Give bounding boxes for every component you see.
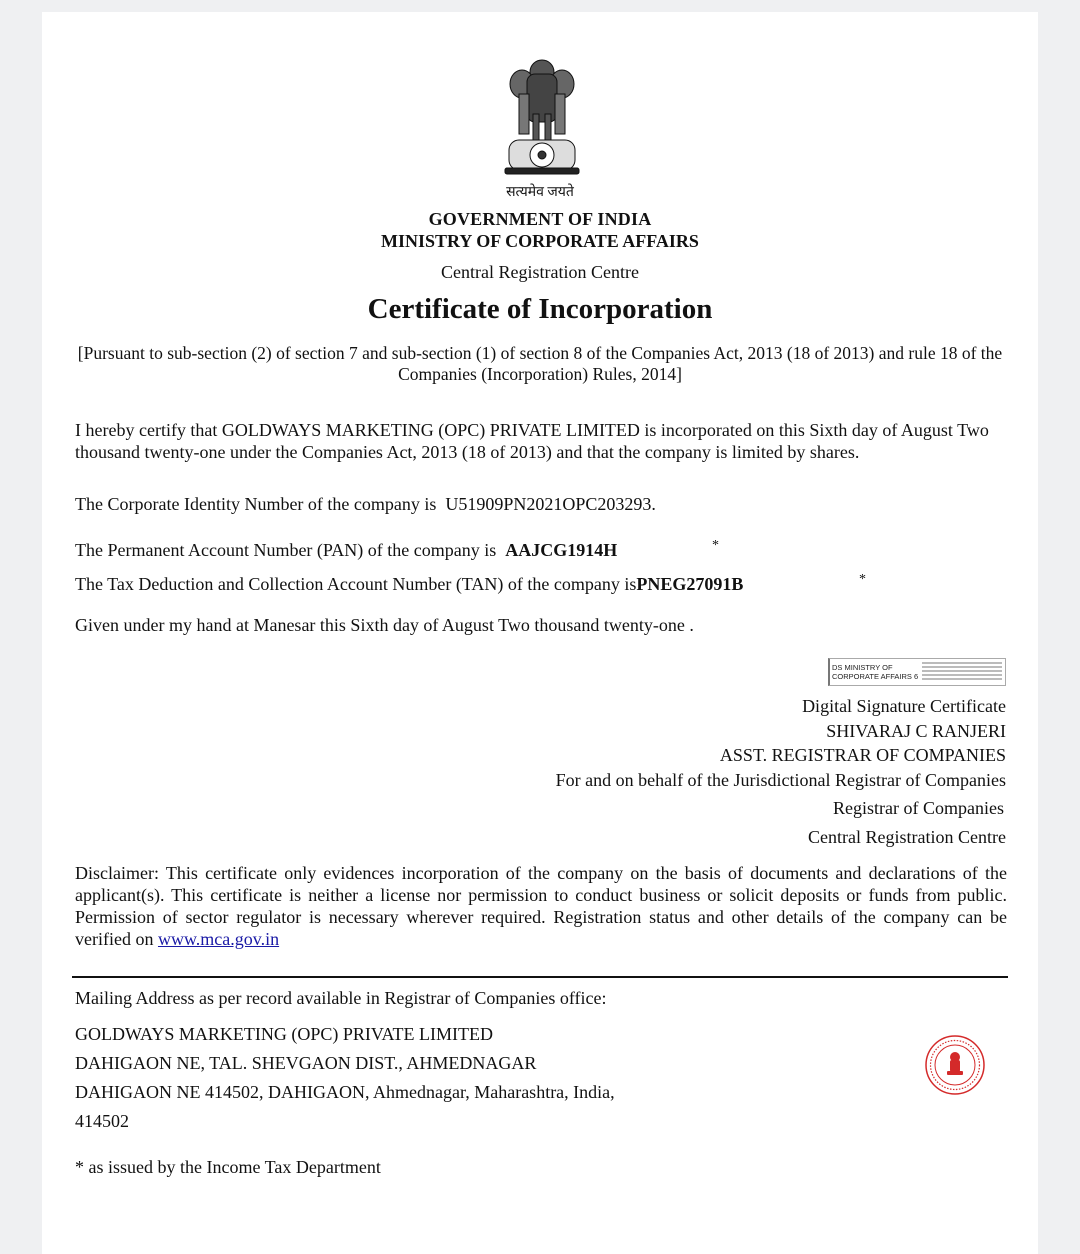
signature-fine-print xyxy=(922,662,1002,682)
cin-value: U51909PN2021OPC203293. xyxy=(445,494,656,514)
address-line: DAHIGAON NE, TAL. SHEVGAON DIST., AHMEDNAGAR xyxy=(75,1053,537,1073)
pan-asterisk: * xyxy=(712,538,719,553)
address-line: DAHIGAON NE 414502, DAHIGAON, Ahmednagar, Maharashtra, India, xyxy=(75,1082,615,1102)
pursuant-clause: [Pursuant to sub-section (2) of section 7 and sub-section (1) of section 8 of the Companies Act, 2013 (18 of 2013) and rule 18 of the Companies (Incorporation) Rules, 2014] xyxy=(77,343,1003,384)
roc-seal-icon xyxy=(924,1034,986,1096)
pan-label: The Permanent Account Number (PAN) of the company is xyxy=(75,540,497,560)
footnote: * as issued by the Income Tax Department xyxy=(75,1157,381,1177)
digital-signature-label: Digital Signature Certificate xyxy=(802,696,1006,716)
registrar-line: Registrar of Companies xyxy=(833,798,1004,818)
cin-line xyxy=(75,493,1007,515)
pan-value: AAJCG1914H xyxy=(505,540,618,560)
pan-line xyxy=(75,539,1007,561)
tan-value: PNEG27091B xyxy=(636,574,744,594)
signature-centre: Central Registration Centre xyxy=(808,827,1006,847)
signature-stamp-label: DS MINISTRY OF CORPORATE AFFAIRS 6 xyxy=(832,663,919,681)
tan-label: The Tax Deduction and Collection Account Number (TAN) of the company is xyxy=(75,574,637,594)
tan-asterisk: * xyxy=(859,572,866,587)
given-statement: Given under my hand at Manesar this Sixth day of August Two thousand twenty-one . xyxy=(75,615,694,635)
tan-line xyxy=(75,573,1007,595)
government-heading: GOVERNMENT OF INDIA xyxy=(428,209,652,229)
disclaimer xyxy=(75,862,1007,950)
mailing-address-heading: Mailing Address as per record available in Registrar of Companies office: xyxy=(75,988,607,1008)
certificate-title: Certificate of Incorporation xyxy=(367,293,713,325)
registration-centre: Central Registration Centre xyxy=(441,262,639,282)
national-emblem-icon xyxy=(497,54,587,194)
ministry-heading: MINISTRY OF CORPORATE AFFAIRS xyxy=(381,231,699,251)
address-line: GOLDWAYS MARKETING (OPC) PRIVATE LIMITED xyxy=(75,1024,493,1044)
certificate-page xyxy=(42,12,1038,1254)
mca-website-link[interactable]: www.mca.gov.in xyxy=(157,929,280,949)
on-behalf-line: For and on behalf of the Jurisdictional Registrar of Companies xyxy=(555,770,1006,790)
national-motto: सत्यमेव जयते xyxy=(506,185,574,200)
cin-label: The Corporate Identity Number of the company is xyxy=(75,494,437,514)
section-divider xyxy=(72,976,1008,978)
digital-signature-stamp[interactable] xyxy=(828,658,1006,686)
certification-statement: I hereby certify that GOLDWAYS MARKETING (OPC) PRIVATE LIMITED is incorporated on this Sixth day of August Two thousand twenty-one under the Companies Act, 2013 (18 of 2013) and that the company is limited by shares. xyxy=(75,420,989,462)
address-line: 414502 xyxy=(75,1111,129,1131)
disclaimer-text: Disclaimer: This certificate only evidences incorporation of the company on the basis of documents and declarations of the applicant(s). This certificate is neither a license nor permission to conduct business or solicit deposits or funds from public. Permission of sector regulator is necessary wherever required. Registration status and other details of the company can be verified on xyxy=(75,863,1007,949)
signatory-designation: ASST. REGISTRAR OF COMPANIES xyxy=(719,745,1006,765)
signatory-name: SHIVARAJ C RANJERI xyxy=(826,721,1006,741)
